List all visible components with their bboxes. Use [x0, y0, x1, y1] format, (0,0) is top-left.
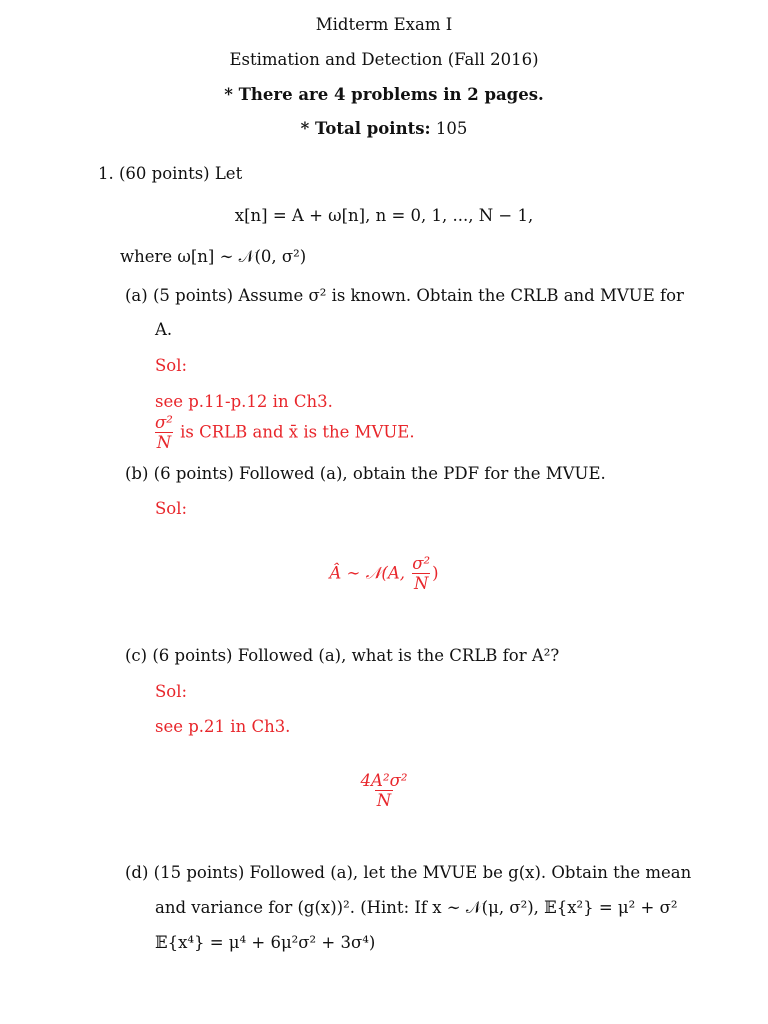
part-a-sol-label: Sol: [155, 356, 188, 375]
part-b-formula-right: ) [432, 563, 439, 583]
part-c-sol-label: Sol: [155, 682, 188, 701]
problem-1-noise-definition: where ω[n] ∼ 𝒩(0, σ²) [120, 247, 307, 266]
total-points-value: 105 [435, 119, 468, 138]
part-b-frac-denominator: N [414, 574, 429, 594]
part-c-crlb-fraction [359, 772, 410, 810]
part-a-sol-statement [153, 414, 415, 452]
part-c-sol-reference: see p.21 in Ch3. [155, 717, 291, 736]
part-a-question-line1: (a) (5 points) Assume σ² is known. Obtain the CRLB and MVUE for [125, 286, 684, 305]
part-a-frac-denominator: N [156, 433, 172, 453]
problem-1-intro: 1. (60 points) Let [98, 164, 243, 183]
part-c-question: (c) (6 points) Followed (a), what is the CRLB for A²? [125, 646, 560, 665]
part-a-sol-reference: see p.11-p.12 in Ch3. [155, 392, 333, 411]
part-b-variance-fraction [410, 555, 432, 593]
course-subtitle: Estimation and Detection (Fall 2016) [229, 50, 539, 69]
total-points-label: * Total points: [300, 119, 431, 138]
part-c-frac-numerator: 4A²σ² [360, 771, 408, 790]
part-c-crlb-formula [0, 772, 768, 810]
total-points-note [0, 121, 768, 138]
part-b-pdf-formula [0, 555, 768, 593]
problem-1-equation: x[n] = A + ω[n], n = 0, 1, ..., N − 1, [234, 206, 534, 225]
part-d-question-line3: 𝔼{x⁴} = μ⁴ + 6μ²σ² + 3σ⁴) [155, 933, 376, 952]
part-d-question-line2: and variance for (g(x))². (Hint: If x ∼ 𝒩(μ, σ²), 𝔼{x²} = μ² + σ² [155, 898, 678, 917]
part-b-question: (b) (6 points) Followed (a), obtain the PDF for the MVUE. [125, 464, 606, 483]
exam-title: Midterm Exam I [315, 15, 453, 34]
part-c-frac-denominator: N [376, 791, 392, 811]
part-a-question-line2: A. [155, 320, 173, 339]
pages-note: * There are 4 problems in 2 pages. [224, 85, 544, 104]
part-a-frac-numerator: σ² [155, 413, 173, 432]
part-b-formula-left: Â ∼ 𝒩(A, [329, 563, 406, 583]
part-a-crlb-fraction [153, 414, 175, 452]
part-a-sol-text: is CRLB and x̄ is the MVUE. [180, 422, 415, 442]
part-d-question-line1: (d) (15 points) Followed (a), let the MVUE be g(x). Obtain the mean [125, 863, 692, 882]
part-b-sol-label: Sol: [155, 499, 188, 518]
part-b-frac-numerator: σ² [412, 554, 431, 573]
